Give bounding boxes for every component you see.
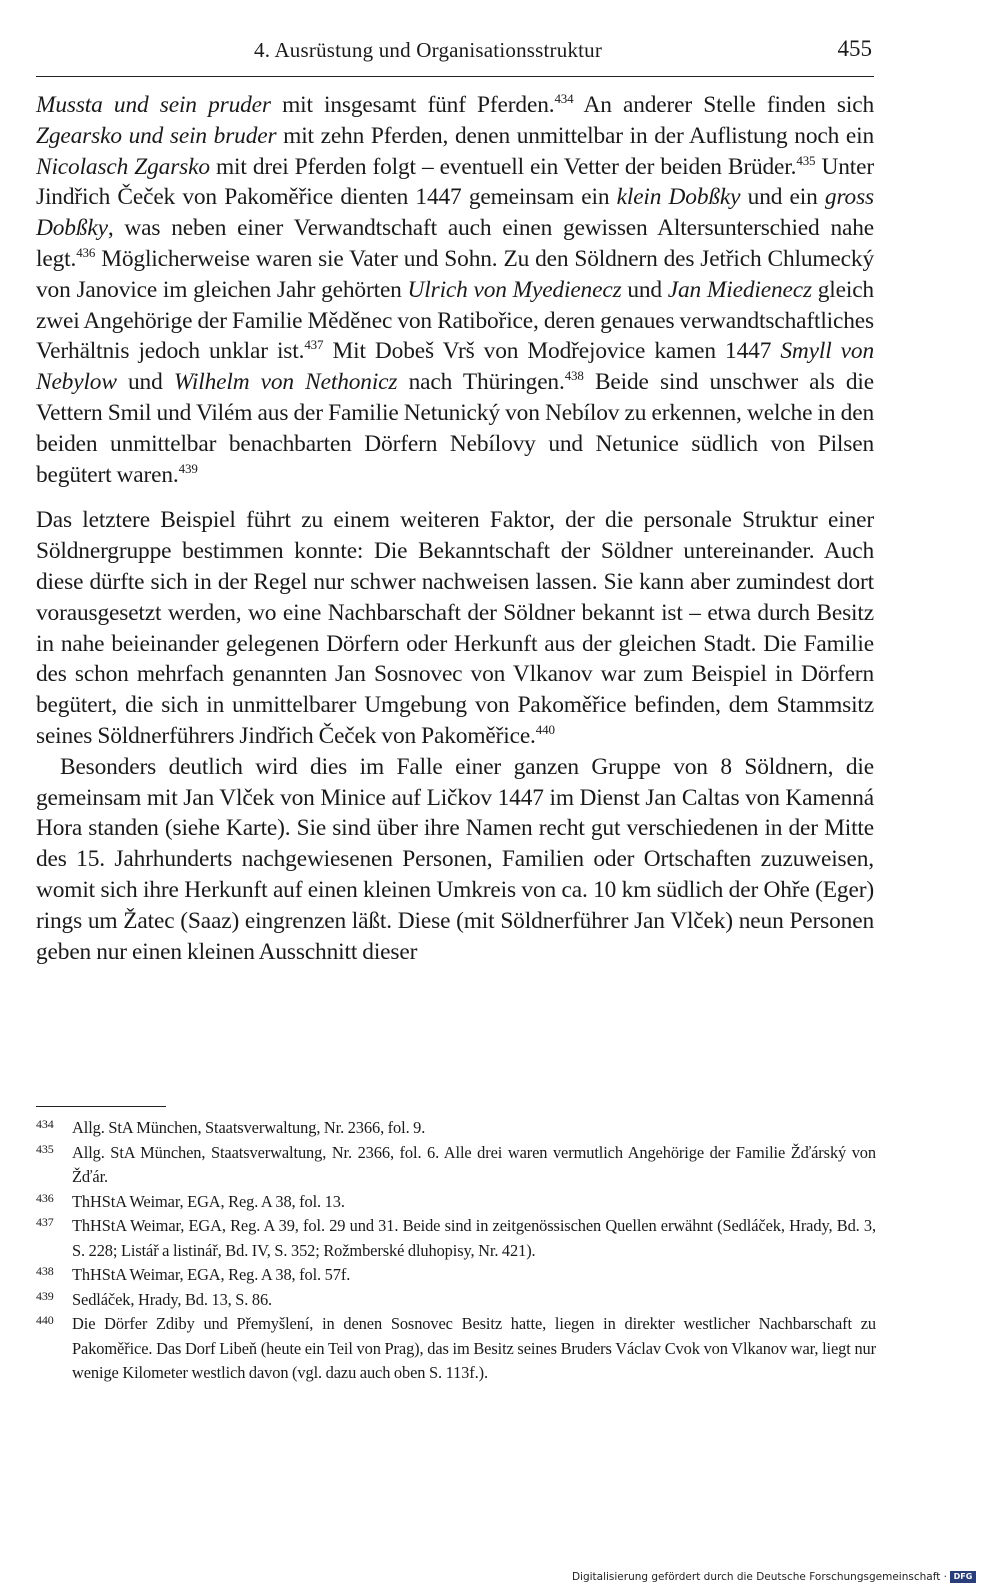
- footnote-reference: 438: [564, 368, 584, 384]
- footnote: [36, 1263, 876, 1288]
- footnote: [36, 1312, 876, 1386]
- footnote-text: Die Dörfer Zdiby und Přemyšlení, in denen Sosnovec Besitz hatte, liegen in direkter westlicher Nachbarschaft zu Pakoměřice. Das Dorf Libeň (heute ein Teil von Prag), das im Besitz seines Bruders Václav Cvok von Vlkanov war, liegt nur wenige Kilometer westlich davon (vgl. dazu auch oben S. 113f.).: [72, 1314, 876, 1382]
- text-run: Das letztere Beispiel führt zu einem weiteren Faktor, der die personale Struktur einer Söldnergruppe bestimmen konnte: Die Bekanntschaft der Söldner untereinander. Auch diese dürfte sich in der Regel nur schwer nachweisen lassen. Sie kann aber zumindest dort vorausgesetzt werden, wo eine Nachbarschaft der Söldner bekannt ist – etwa durch Besitz in nahe beieinander gelegenen Dörfern oder Herkunft aus der gleichen Stadt. Die Familie des schon mehrfach genannten Jan Sosnovec von Vlkanov war zum Beispiel in Dörfern begütert, die sich in unmittelbarer Umgebung von Pakoměřice befinden, dem Stammsitz seines Söldnerführers Jindřich Čeček von Pakoměřice.: [36, 507, 874, 749]
- footnote-number: 440: [36, 1313, 54, 1327]
- paragraph: [36, 505, 874, 751]
- text-run: Möglicherweise waren sie Vater und Sohn. Zu den Söldnern des Jetřich Chlumecký von Janovice im gleichen Jahr gehörten: [36, 245, 874, 303]
- footnote: [36, 1288, 876, 1313]
- italic-name: Wilhelm von Nethonicz: [173, 369, 398, 396]
- running-title: 4. Ausrüstung und Organisationsstruktur: [254, 38, 603, 62]
- footnote: [36, 1190, 876, 1215]
- italic-name: Mussta und sein pruder: [36, 92, 271, 118]
- italic-name: gross Dobßky: [36, 184, 874, 242]
- footnote: [36, 1116, 876, 1141]
- text-run: gleich zwei Angehörige der Familie Měděnec von Ratibořice, deren genaues verwandtschaftliches Verhältnis jedoch unklar ist.: [36, 276, 874, 365]
- footnote-reference: 440: [535, 721, 555, 737]
- italic-name: Zgearsko und sein bruder: [36, 122, 277, 149]
- text-run: Mit Dobeš Vrš von Modřejovice kamen 1447: [323, 338, 781, 365]
- italic-name: Smyll von Nebylow: [36, 338, 874, 396]
- paragraph: [36, 90, 874, 490]
- footnote-number: 439: [36, 1288, 54, 1303]
- italic-name: klein Dobßky: [616, 184, 741, 211]
- text-run: Besonders deutlich wird dies im Falle einer ganzen Gruppe von 8 Söldnern, die gemeinsam mit Jan Vlček von Minice auf Ličkov 1447 im Dienst Jan Caltas von Kamenná Hora standen (siehe Karte). Sie sind über ihre Namen recht gut verschiedenen in der Mitte des 15. Jahrhunderts nachgewiesenen Personen, Familien oder Ortschaften zuzuweisen, womit sich ihre Herkunft auf einen kleinen Umkreis von ca. 10 km südlich der Ohře (Eger) rings um Žatec (Saaz) eingrenzen läßt. Diese (mit Söldnerführer Jan Vlček) neun Personen geben nur einen kleinen Ausschnitt dieser: [36, 753, 874, 965]
- main-text: [36, 90, 874, 967]
- footnote-reference: 436: [76, 244, 96, 260]
- footnote-number: 437: [36, 1215, 54, 1229]
- footnote-reference: 437: [304, 337, 324, 353]
- text-run: Unter Jindřich Čeček von Pakoměřice dienten 1447 gemeinsam ein: [36, 153, 874, 211]
- paragraph: [36, 752, 874, 968]
- footnote-number: 435: [36, 1141, 54, 1156]
- italic-name: Nicolasch Zgarsko: [36, 153, 210, 180]
- digitization-credit: [572, 1571, 976, 1583]
- text-run: mit drei Pferden folgt – eventuell ein Vetter der beiden Brüder.: [209, 153, 797, 180]
- footnote-reference: 435: [796, 152, 816, 168]
- footnote-text: Allg. StA München, Staatsverwaltung, Nr. 2366, fol. 9.: [72, 1118, 426, 1137]
- footnote-number: 438: [36, 1264, 54, 1278]
- footnote-number: 436: [36, 1190, 54, 1205]
- footnote-reference: 439: [178, 460, 198, 476]
- dfg-logo-icon: DFG: [950, 1571, 976, 1583]
- footnote-text: ThHStA Weimar, EGA, Reg. A 39, fol. 29 und 31. Beide sind in zeitgenössischen Quellen erwähnt (Sedláček, Hrady, Bd. 3, S. 228; Listář a listinář, Bd. IV, S. 352; Rožmberské dluhopisy, Nr. 421).: [72, 1216, 876, 1260]
- footnote-text: Sedláček, Hrady, Bd. 13, S. 86.: [72, 1289, 273, 1309]
- footnote-text: ThHStA Weimar, EGA, Reg. A 38, fol. 57f.: [72, 1265, 351, 1284]
- text-run: und: [116, 369, 174, 396]
- footnote-reference: 434: [554, 91, 574, 106]
- footnote-separator: [36, 1106, 166, 1107]
- text-run: mit insgesamt fünf Pferden.: [270, 92, 555, 118]
- footnote-text: ThHStA Weimar, EGA, Reg. A 38, fol. 13.: [72, 1191, 345, 1211]
- footnote-text: Allg. StA München, Staatsverwaltung, Nr. 2366, fol. 6. Alle drei waren vermutlich Angehörige der Familie Žďárský von Žďár.: [72, 1142, 876, 1186]
- text-run: mit zehn Pferden, denen unmittelbar in der Auflistung noch ein: [276, 122, 874, 149]
- text-run: An anderer Stelle finden sich: [573, 92, 874, 118]
- footnote: [36, 1214, 876, 1263]
- footnote: [36, 1141, 876, 1190]
- text-run: nach Thüringen.: [397, 369, 565, 396]
- italic-name: Jan Miedienecz: [667, 276, 812, 303]
- running-header: [36, 36, 874, 77]
- footnote-number: 434: [36, 1117, 54, 1131]
- text-run: Beide sind unschwer als die Vettern Smil und Vilém aus der Familie Netunický von Nebílov zu erkennen, welche in den beiden unmittelbar benachbarten Dörfern Nebílovy und Netunice südlich von Pilsen begütert waren.: [36, 369, 875, 488]
- credit-text: Digitalisierung gefördert durch die Deutsche Forschungsgemeinschaft ·: [571, 1571, 947, 1583]
- text-run: , was neben einer Verwandtschaft auch einen gewissen Altersunterschied nahe legt.: [36, 215, 874, 272]
- text-run: und ein: [740, 184, 825, 211]
- text-run: und: [621, 276, 668, 303]
- footnotes: [36, 1116, 876, 1386]
- italic-name: Ulrich von Myedienecz: [407, 276, 622, 303]
- page-number: 455: [837, 36, 872, 61]
